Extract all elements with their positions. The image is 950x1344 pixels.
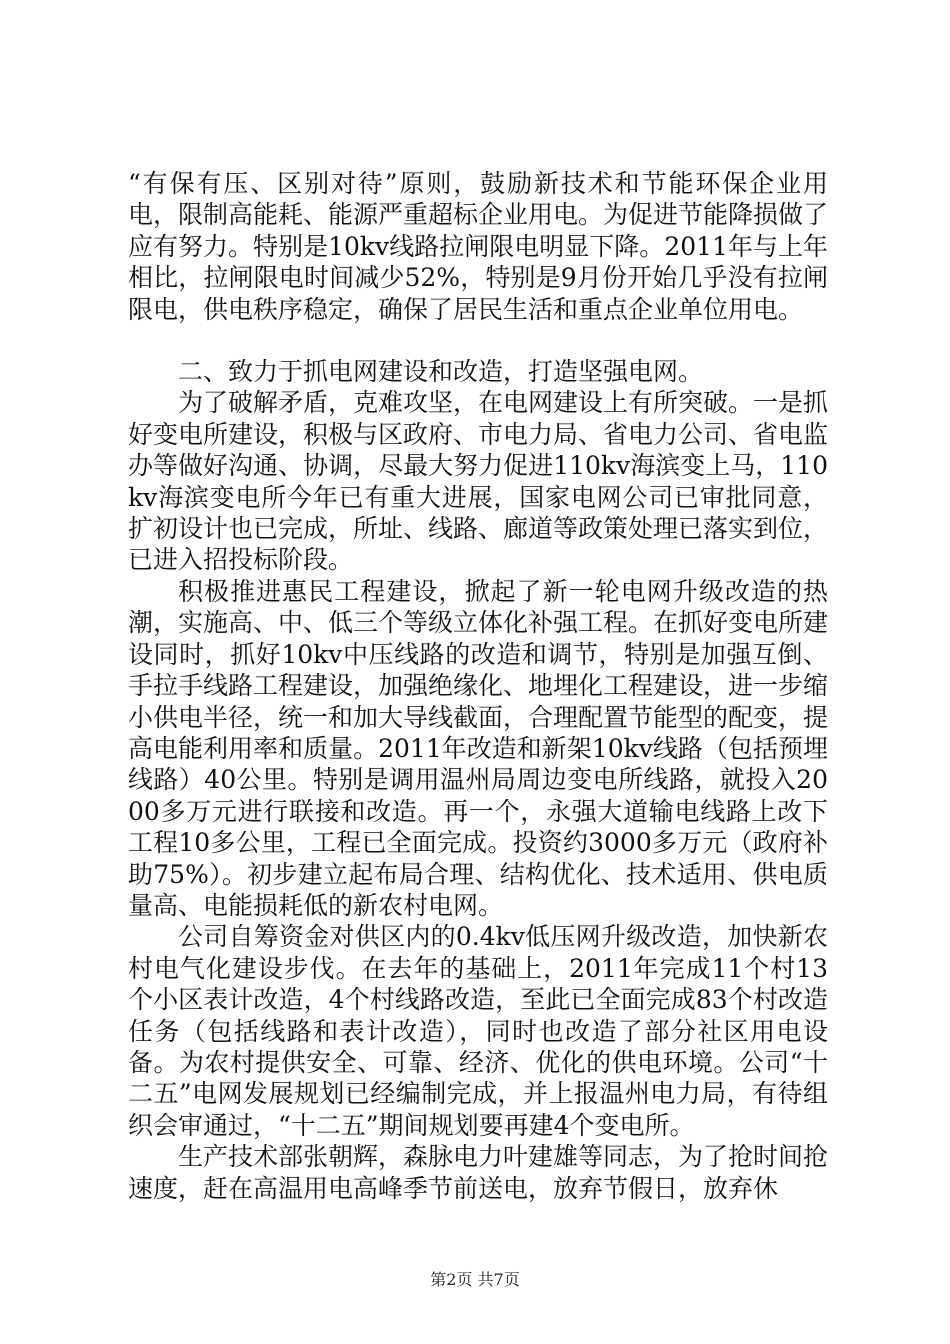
document-body	[128, 168, 828, 1204]
page-footer: 第2页 共7页	[430, 1270, 520, 1289]
paragraph-production-dept: 生产技术部张朝辉，森脉电力叶建雄等同志，为了抢时间抢速度，赶在高温用电高峰季节前送电，放弃节假日，放弃休	[128, 1142, 829, 1203]
paragraph-low-voltage: 公司自筹资金对供区内的0.4kv低压网升级改造，加快新农村电气化建设步伐。在去年的基础上，2011年完成11个村13个小区表计改造，4个村线路改造，至此已全面完成83个村改造任务（包括线路和表计改造），同时也改造了部分社区用电设备。为农村提供安全、可靠、经济、优化的供电环境。公司“十二五”电网发展规划已经编制完成，并上报温州电力局，有待组织会审通过，“十二五”期间规划要再建4个变电所。	[128, 922, 828, 1140]
paragraph-huimin-project: 积极推进惠民工程建设，掀起了新一轮电网升级改造的热潮，实施高、中、低三个等级立体化补强工程。在抓好变电所建设同时，抓好10kv中压线路的改造和调节，特别是加强互倒、手拉手线路工程建设，加强绝缘化、地埋化工程建设，进一步缩小供电半径，统一和加大导线截面，合理配置节能型的配变，提高电能利用率和质量。2011年改造和新架10kv线路（包括预埋线路）40公里。特别是调用温州局周边变电所线路，就投入2000多万元进行联接和改造。再一个，永强大道输电线路上改下工程10多公里，工程已全面完成。投资约3000多万元（政府补助75%）。初步建立起布局合理、结构优化、技术适用、供电质量高、电能损耗低的新农村电网。	[128, 576, 829, 920]
paragraph-substation: 为了破解矛盾，克难攻坚，在电网建设上有所突破。一是抓好变电所建设，积极与区政府、市电力局、省电力公司、省电监办等做好沟通、协调，尽最大努力促进110kv海滨变上马，110kv海滨变电所今年已有重大进展，国家电网公司已审批同意，扩初设计也已完成，所址、线路、廊道等政策处理已落实到位，已进入招投标阶段。	[128, 388, 829, 575]
section-heading: 二、致力于抓电网建设和改造，打造坚强电网。	[178, 357, 704, 387]
paragraph-continued: “有保有压、区别对待”原则，鼓励新技术和节能环保企业用电，限制高能耗、能源严重超标企业用电。为促进节能降损做了应有努力。特别是10kv线路拉闸限电明显下降。2011年与上年相比，拉闸限电时间减少52%，特别是9月份开始几乎没有拉闸限电，供电秩序稳定，确保了居民生活和重点企业单位用电。	[128, 169, 829, 324]
